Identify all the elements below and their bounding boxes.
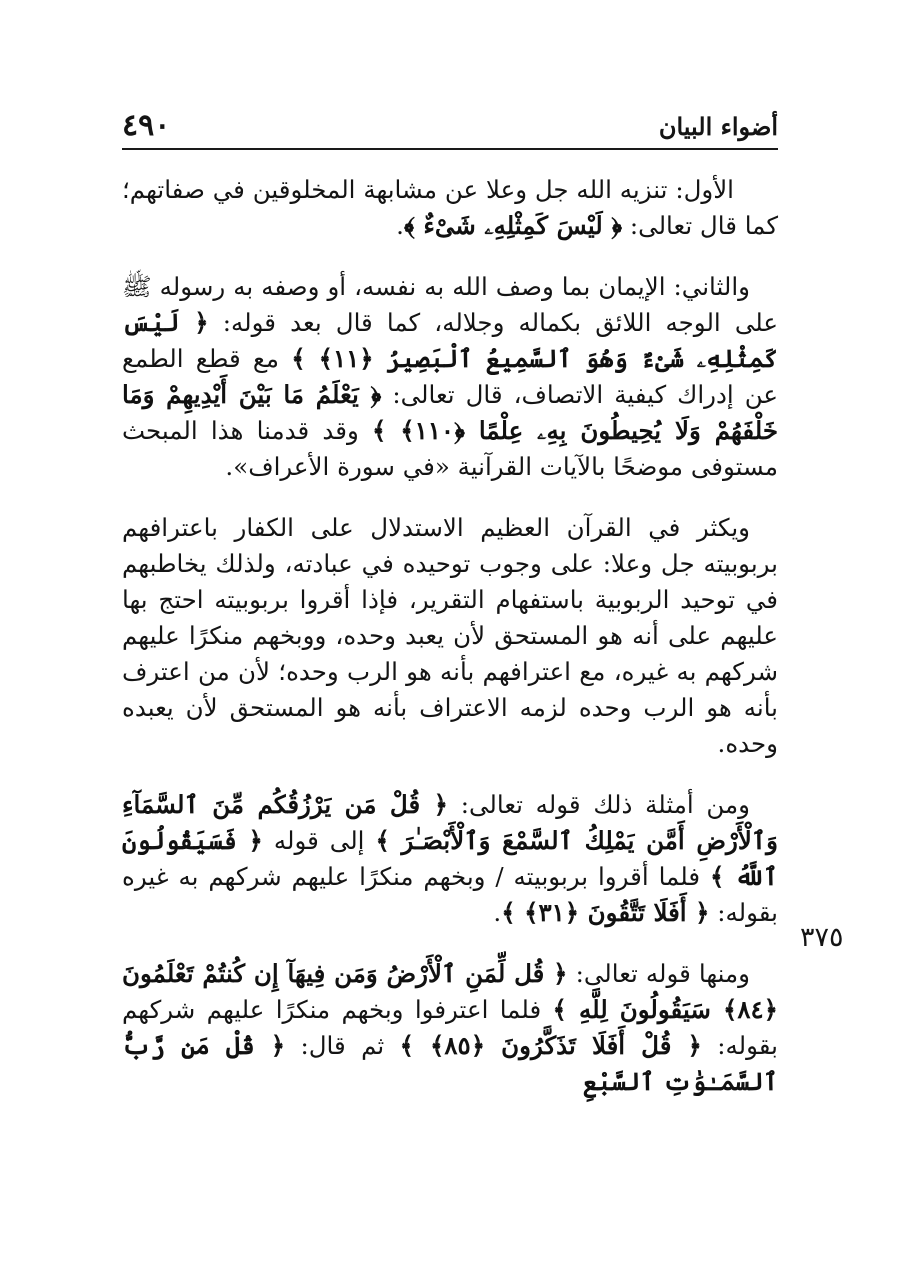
- paragraph-5: ومنها قوله تعالى: ﴿ قُل لِّمَنِ ٱلْأَرْضُ وَمَن فِيهَآ إِن كُنتُمْ تَعْلَمُونَ ﴿٨٤﴾ سَيَقُولُونَ لِلَّهِ ﴾ فلما اعترفوا وبخهم منكرًا عليهم شركهم بقوله: ﴿ قُلْ أَفَلَا تَذَكَّرُونَ ﴿٨٥﴾ ﴾ ثم قال: ﴿ قُلْ مَن رَّبُّ ٱلسَّمَـٰوَٰتِ ٱلسَّبْعِ: [122, 959, 779, 1096]
- page-body: [122, 172, 778, 1125]
- quran-verse: ﴿ لَيْسَ كَمِثْلِهِۦ شَىْءٌ وَهُوَ ٱلسَّمِيعُ ٱلْبَصِيرُ ﴿١١﴾ ﴾: [122, 308, 778, 373]
- quran-verse: ﴿ يَعْلَمُ مَا بَيْنَ أَيْدِيهِمْ وَمَا خَلْفَهُمْ وَلَا يُحِيطُونَ بِهِۦ عِلْمًا ﴿١١٠﴾ ﴾: [122, 380, 778, 445]
- paragraph-1: الأول: تنزيه الله جل وعلا عن مشابهة المخلوقين في صفاتهم؛ كما قال تعالى: ﴿ لَيْسَ كَمِثْلِهِۦ شَىْءٌ ﴾.: [122, 175, 778, 240]
- quran-verse: ﴿ قُلْ مَن يَرْزُقُكُم مِّنَ ٱلسَّمَآءِ وَٱلْأَرْضِ أَمَّن يَمْلِكُ ٱلسَّمْعَ وَٱلْأَبْصَـٰرَ ﴾: [122, 790, 778, 855]
- page-header: [122, 108, 778, 150]
- paragraph-2: والثاني: الإيمان بما وصف الله به نفسه، أو وصفه به رسوله ﷺ على الوجه اللائق بكماله وجلاله، كما قال بعد قوله: ﴿ لَيْسَ كَمِثْلِهِۦ شَىْءٌ وَهُوَ ٱلسَّمِيعُ ٱلْبَصِيرُ ﴿١١﴾ ﴾ مع قطع الطمع عن إدراك كيفية الاتصاف، قال تعالى: ﴿ يَعْلَمُ مَا بَيْنَ أَيْدِيهِمْ وَمَا خَلْفَهُمْ وَلَا يُحِيطُونَ بِهِۦ عِلْمًا ﴿١١٠﴾ ﴾ وقد قدمنا هذا المبحث مستوفى موضحًا بالآيات القرآنية «في سورة الأعراف».: [122, 272, 778, 481]
- quran-verse: ﴿ لَيْسَ كَمِثْلِهِۦ شَىْءٌ ﴾: [403, 211, 623, 240]
- quran-verse: ﴿ قُلْ أَفَلَا تَذَكَّرُونَ ﴿٨٥﴾ ﴾: [399, 1031, 702, 1060]
- quran-verse: ﴿ قُل لِّمَنِ ٱلْأَرْضُ وَمَن فِيهَآ إِن كُنتُمْ تَعْلَمُونَ ﴿٨٤﴾ سَيَقُولُونَ لِلَّهِ ﴾: [122, 959, 778, 1024]
- quran-verse: ﴿ أَفَلَا تَتَّقُونَ ﴿٣١﴾ ﴾: [501, 898, 710, 927]
- paragraph-3: ويكثر في القرآن العظيم الاستدلال على الكفار باعترافهم بربوبيته جل وعلا: على وجوب توحيده في عبادته، ولذلك يخاطبهم في توحيد الربوبية باستفهام التقرير، فإذا أقروا بربوبيته احتج بها عليهم على أنه هو المستحق لأن يعبد وحده، ووبخهم منكرًا عليهم شركهم به غيره، مع اعترافهم بأنه هو الرب وحده؛ لأن من اعترف بأنه هو الرب وحده لزمه الاعتراف بأنه هو المستحق لأن يعبده وحده.: [122, 513, 778, 758]
- paragraph-4: ومن أمثلة ذلك قوله تعالى: ﴿ قُلْ مَن يَرْزُقُكُم مِّنَ ٱلسَّمَآءِ وَٱلْأَرْضِ أَمَّن يَمْلِكُ ٱلسَّمْعَ وَٱلْأَبْصَـٰرَ ﴾ إلى قوله ﴿ فَسَيَقُولُونَ ٱللَّهُ ﴾ فلما أقروا بربوبيته / وبخهم منكرًا عليهم شركهم به غيره بقوله: ﴿ أَفَلَا تَتَّقُونَ ﴿٣١﴾ ﴾.: [122, 790, 779, 927]
- margin-page-number: ٣٧٥: [800, 922, 844, 953]
- book-title: أضواء البيان: [658, 112, 778, 141]
- quran-verse: ﴿ قُلْ مَن رَّبُّ ٱلسَّمَـٰوَٰتِ ٱلسَّبْعِ: [122, 1031, 778, 1096]
- quran-verse: ﴿ فَسَيَقُولُونَ ٱللَّهُ ﴾: [122, 826, 779, 891]
- page-number: ٤٩٠: [122, 108, 171, 143]
